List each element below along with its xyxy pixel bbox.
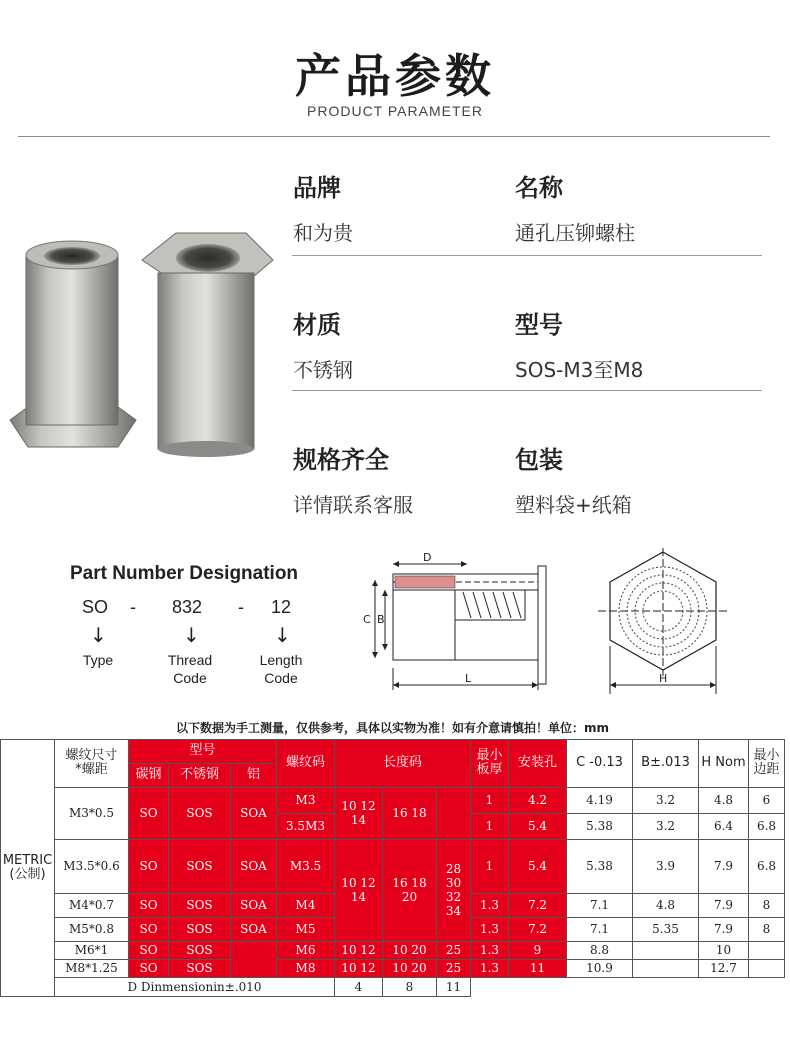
col-hole: 安装孔 bbox=[509, 739, 567, 787]
pn-dash: - bbox=[130, 597, 136, 617]
cell-sheet: 1.3 bbox=[471, 959, 509, 977]
cell-len: 25 bbox=[437, 941, 471, 959]
label-b: B bbox=[377, 613, 385, 626]
cell-code: 3.5M3 bbox=[277, 813, 335, 839]
top-view-drawing bbox=[598, 548, 728, 698]
cell-code: M6 bbox=[277, 941, 335, 959]
cell-soa-empty bbox=[231, 941, 277, 977]
pn-caption: Type bbox=[82, 652, 114, 668]
cell-code: M5 bbox=[277, 917, 335, 941]
col-stainless: 不锈钢 bbox=[169, 763, 231, 787]
spec-model bbox=[515, 305, 643, 383]
cell-h: 12.7 bbox=[699, 959, 749, 977]
cell-b: 4.8 bbox=[633, 893, 699, 917]
cell-edge: 6 bbox=[749, 787, 785, 813]
col-thread-code: 螺纹码 bbox=[277, 739, 335, 787]
col-model: 型号 bbox=[129, 739, 277, 763]
spec-label: 品牌 bbox=[293, 174, 341, 202]
cell-code: M4 bbox=[277, 893, 335, 917]
cell-b-empty bbox=[633, 941, 699, 959]
cell-sheet: 1.3 bbox=[471, 917, 509, 941]
cell-sos: SOS bbox=[169, 893, 231, 917]
cell-code: M8 bbox=[277, 959, 335, 977]
divider bbox=[292, 255, 762, 256]
pn-caption: Thread Code bbox=[167, 652, 213, 686]
spec-label: 包装 bbox=[515, 446, 563, 474]
col-carbon: 碳钢 bbox=[129, 763, 169, 787]
cell-code: M3 bbox=[277, 787, 335, 813]
cell-c: 4.19 bbox=[567, 787, 633, 813]
table-row: M8*1.25 bbox=[55, 959, 129, 977]
cell-so: SO bbox=[129, 917, 169, 941]
table-row: M3*0.5 bbox=[55, 787, 129, 839]
cell-sos: SOS bbox=[169, 917, 231, 941]
cell-h: 7.9 bbox=[699, 839, 749, 893]
table-row: M4*0.7 bbox=[55, 893, 129, 917]
spec-material bbox=[293, 305, 353, 383]
col-thread-size: 螺纹尺寸 *螺距 bbox=[55, 739, 129, 787]
pn-caption: Length Code bbox=[259, 652, 303, 686]
cell-c: 5.38 bbox=[567, 813, 633, 839]
label-c: C bbox=[363, 613, 371, 626]
label-h: H bbox=[659, 672, 668, 685]
cell-edge: 8 bbox=[749, 893, 785, 917]
table-row: M3.5*0.6 bbox=[55, 839, 129, 893]
cell-so: SO bbox=[129, 893, 169, 917]
cell-edge: 6.8 bbox=[749, 839, 785, 893]
part-number-title: Part Number Designation bbox=[70, 563, 299, 584]
cell-len: 16 18 20 bbox=[383, 839, 437, 941]
spec-label: 材质 bbox=[293, 311, 341, 339]
arrow-down-icon: ↓ bbox=[90, 623, 107, 647]
cell-h: 4.8 bbox=[699, 787, 749, 813]
cell-len: 10 12 14 bbox=[335, 787, 383, 839]
col-min-sheet: 最小 板厚 bbox=[471, 739, 509, 787]
cell-c: 7.1 bbox=[567, 893, 633, 917]
spec-value: 不锈钢 bbox=[293, 358, 353, 382]
cell-len: 28 30 32 34 bbox=[437, 839, 471, 941]
pn-dash: - bbox=[238, 597, 244, 617]
cell-len: 10 12 14 bbox=[335, 839, 383, 941]
cell-c: 5.38 bbox=[567, 839, 633, 893]
cell-c: 7.1 bbox=[567, 917, 633, 941]
footer-value: 8 bbox=[383, 977, 437, 996]
cell-b-empty bbox=[633, 959, 699, 977]
cell-code: M3.5 bbox=[277, 839, 335, 893]
footer-label: D Dinmensionin±.010 bbox=[55, 977, 335, 996]
spec-packaging bbox=[515, 440, 632, 518]
cell-c: 10.9 bbox=[567, 959, 633, 977]
cell-hole: 11 bbox=[509, 959, 567, 977]
spec-brand bbox=[293, 168, 353, 246]
spec-value: 塑料袋+纸箱 bbox=[515, 493, 632, 517]
cell-so: SO bbox=[129, 839, 169, 893]
cell-hole: 5.4 bbox=[509, 813, 567, 839]
cell-len: 10 20 bbox=[383, 941, 437, 959]
cell-edge: 6.8 bbox=[749, 813, 785, 839]
product-photo bbox=[8, 225, 280, 465]
pn-length: 12 bbox=[271, 597, 292, 617]
arrow-down-icon: ↓ bbox=[274, 623, 291, 647]
page-subtitle: PRODUCT PARAMETER bbox=[307, 103, 483, 119]
cell-h: 7.9 bbox=[699, 917, 749, 941]
cell-sheet: 1 bbox=[471, 839, 509, 893]
metric-group: METRIC (公制) bbox=[1, 739, 55, 996]
arrow-down-icon: ↓ bbox=[183, 623, 200, 647]
cell-h: 6.4 bbox=[699, 813, 749, 839]
cell-h: 10 bbox=[699, 941, 749, 959]
cell-so: SO bbox=[129, 959, 169, 977]
pn-type: SO bbox=[82, 597, 109, 617]
table-note: 以下数据为手工测量，仅供参考，具体以实物为准！如有介意请慎拍！单位：mm bbox=[1, 718, 785, 739]
spec-label: 规格齐全 bbox=[293, 446, 389, 474]
cell-soa: SOA bbox=[231, 787, 277, 839]
cell-sheet: 1.3 bbox=[471, 941, 509, 959]
cell-b: 3.9 bbox=[633, 839, 699, 893]
spec-value: 和为贵 bbox=[293, 221, 353, 245]
cell-soa: SOA bbox=[231, 839, 277, 893]
divider bbox=[292, 390, 762, 391]
table-row: M5*0.8 bbox=[55, 917, 129, 941]
cell-b: 3.2 bbox=[633, 787, 699, 813]
spec-range bbox=[293, 440, 413, 518]
cell-hole: 7.2 bbox=[509, 893, 567, 917]
footer-blank bbox=[471, 977, 785, 996]
cell-hole: 7.2 bbox=[509, 917, 567, 941]
cell-so: SO bbox=[129, 787, 169, 839]
col-aluminum: 铝 bbox=[231, 763, 277, 787]
cell-soa: SOA bbox=[231, 917, 277, 941]
spec-label: 名称 bbox=[515, 174, 563, 202]
cell-sos: SOS bbox=[169, 941, 231, 959]
pn-thread: 832 bbox=[172, 597, 203, 617]
spec-table bbox=[0, 718, 785, 997]
col-c: C -0.13 bbox=[567, 739, 633, 787]
cell-edge-empty bbox=[749, 941, 785, 959]
col-min-edge: 最小 边距 bbox=[749, 739, 785, 787]
spec-label: 型号 bbox=[515, 311, 563, 339]
cell-len-empty bbox=[437, 787, 471, 839]
cell-h: 7.9 bbox=[699, 893, 749, 917]
label-d: D bbox=[423, 551, 432, 564]
cell-len: 25 bbox=[437, 959, 471, 977]
cell-sos: SOS bbox=[169, 959, 231, 977]
footer-value: 11 bbox=[437, 977, 471, 996]
cell-sos: SOS bbox=[169, 839, 231, 893]
side-view-drawing bbox=[355, 550, 565, 700]
cell-edge: 8 bbox=[749, 917, 785, 941]
spec-value: SOS-M3至M8 bbox=[515, 358, 644, 382]
footer-value: 4 bbox=[335, 977, 383, 996]
cell-len: 10 20 bbox=[383, 959, 437, 977]
spec-name bbox=[515, 168, 635, 246]
cell-hole: 9 bbox=[509, 941, 567, 959]
cell-sheet: 1 bbox=[471, 787, 509, 813]
label-l: L bbox=[465, 672, 472, 685]
cell-c: 8.8 bbox=[567, 941, 633, 959]
cell-edge-empty bbox=[749, 959, 785, 977]
col-h: H Nom bbox=[699, 739, 749, 787]
cell-len: 16 18 bbox=[383, 787, 437, 839]
cell-so: SO bbox=[129, 941, 169, 959]
cell-len: 10 12 bbox=[335, 959, 383, 977]
page-title: 产品参数 bbox=[295, 49, 495, 103]
cell-sheet: 1.3 bbox=[471, 893, 509, 917]
spec-value: 通孔压铆螺柱 bbox=[515, 221, 635, 245]
table-row: M6*1 bbox=[55, 941, 129, 959]
cell-sheet: 1 bbox=[471, 813, 509, 839]
spec-value: 详情联系客服 bbox=[293, 493, 413, 517]
divider bbox=[18, 136, 770, 137]
col-b: B±.013 bbox=[633, 739, 699, 787]
cell-b: 3.2 bbox=[633, 813, 699, 839]
cell-b: 5.35 bbox=[633, 917, 699, 941]
cell-hole: 5.4 bbox=[509, 839, 567, 893]
cell-soa: SOA bbox=[231, 893, 277, 917]
cell-hole: 4.2 bbox=[509, 787, 567, 813]
col-length-code: 长度码 bbox=[335, 739, 471, 787]
cell-sos: SOS bbox=[169, 787, 231, 839]
cell-len: 10 12 bbox=[335, 941, 383, 959]
